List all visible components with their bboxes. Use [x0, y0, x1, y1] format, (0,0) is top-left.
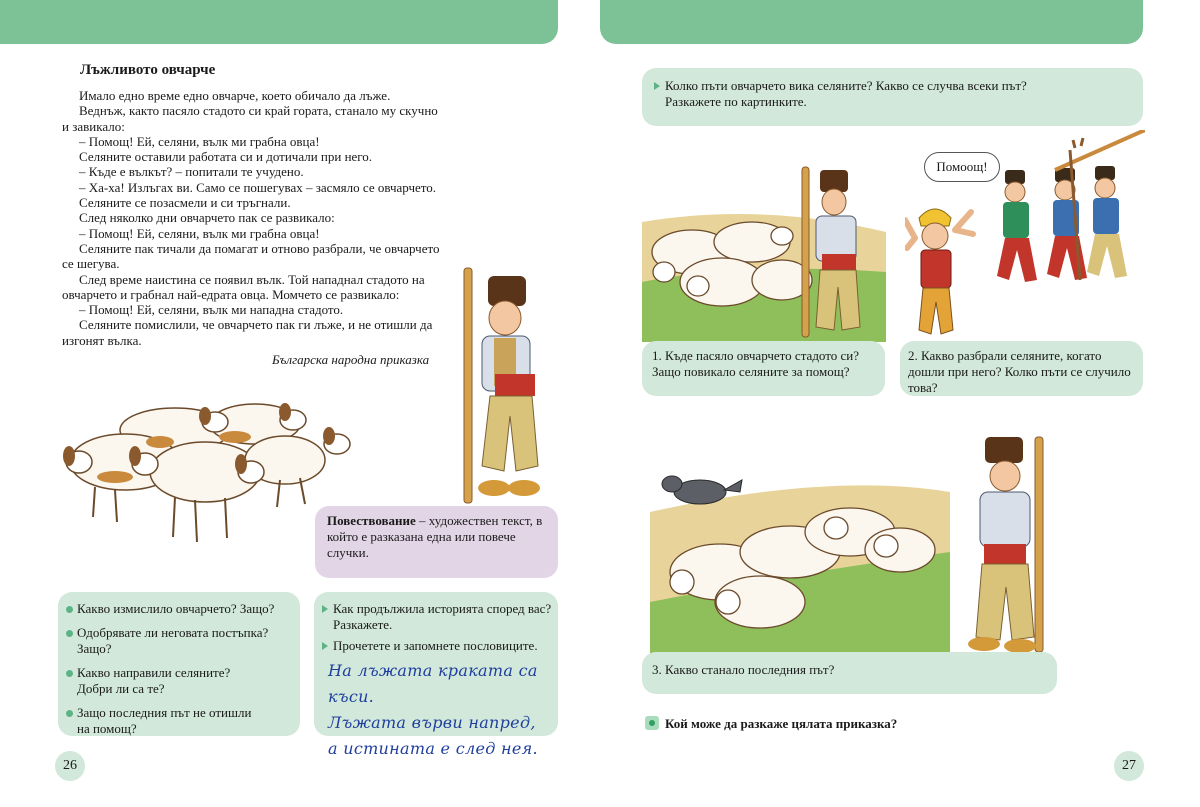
story-paragraph: – Ха-ха! Излъгах ви. Само се пошегувах – засмяло се овчарчето. [79, 179, 437, 195]
picture-question-box [642, 652, 1057, 694]
picture-question: 2. Какво разбрали селяните, когато дошли при него? Колко пъти се случило това? [908, 348, 1131, 395]
story-source: Българска народна приказка [272, 352, 430, 367]
story-paragraph: Селяните помислили, че овчарчето пак ги лъже, и не отишли да изгонят вълка. [62, 317, 433, 348]
story-paragraph: – Помощ! Ей, селяни, вълк ми нападна стадото. [79, 302, 344, 318]
story-title: Лъжливото овчарче [80, 62, 216, 78]
picture-question-box [642, 341, 885, 396]
page-number-left: 26 [55, 751, 85, 781]
proverbs-box [314, 592, 558, 758]
story-paragraph: След време наистина се появил вълк. Той нападнал стадото на овчарчето и грабнал най-едрата овца. Момчето се развикало: [62, 271, 425, 302]
definition-box [315, 506, 558, 578]
final-question-text: Кой може да разкаже цялата приказка? [665, 716, 898, 731]
picture-question: 1. Къде пасяло овчарчето стадото си? Защо повикало селяните за помощ? [652, 348, 860, 379]
task-item: Как продължила историята според вас? Разкажете. [322, 601, 552, 633]
definition-text: – художествен текст, в който е разказана една или повече случки. [327, 513, 543, 560]
story-paragraph: – Къде е вълкът? – попитали те учудено. [79, 164, 304, 180]
picture-question-box [900, 341, 1143, 396]
shepherd-boy-illustration [450, 266, 555, 512]
story-paragraph: След няколко дни овчарчето пак се развикало: [79, 210, 335, 226]
intro-line: Разкажете по картинките. [665, 94, 807, 109]
question-item: Одобрявате ли неговата постъпка? Защо? [66, 625, 292, 657]
question-item: Защо последния път не отишли на помощ? [66, 705, 256, 737]
story-paragraph: Веднъж, както пасяло стадото си край гората, станало му скучно и завикало: [62, 103, 438, 134]
question-item: Какво направили селяните? Добри ли са те? [66, 665, 236, 697]
page-number-right: 27 [1114, 751, 1144, 781]
intro-box [642, 68, 1143, 126]
task-item: Прочетете и запомнете пословиците. [322, 638, 550, 654]
intro-line: Колко пъти овчарчето вика селяните? Какво се случва всеки път? [654, 78, 1131, 94]
bullet-icon [645, 716, 659, 730]
final-question [645, 716, 897, 732]
story-paragraph: – Помощ! Ей, селяни, вълк ми грабна овца! [79, 225, 320, 241]
sheep-flock-illustration [55, 392, 355, 552]
question-item: Какво измислило овчарчето? Защо? [66, 601, 292, 617]
left-header-bar [0, 0, 558, 44]
proverb-line: На лъжата краката са къси. [328, 661, 538, 706]
story-paragraph: Селяните пак тичали да помагат и отново разбрали, че овчарчето се шегува. [62, 240, 440, 272]
story-paragraph: Селяните оставили работата си и дотичали при него. [79, 149, 373, 165]
story-paragraph: – Помощ! Ей, селяни, вълк ми грабна овца! [79, 133, 320, 149]
picture-wolf-attacks-flock [650, 432, 1075, 657]
story-paragraph: Селяните се позасмели и си тръгнали. [79, 195, 291, 211]
picture-shepherd-with-flock [642, 162, 886, 342]
proverb-line: а истината е след нея. [328, 739, 538, 758]
questions-box [58, 592, 300, 736]
story-paragraph: Имало едно време едно овчарче, което обичало да лъже. [79, 88, 391, 103]
definition-term: Повествование [327, 513, 416, 528]
proverb-line: Лъжата върви напред, [328, 713, 536, 732]
picture-question: 3. Какво станало последния път? [652, 662, 835, 677]
right-header-bar [600, 0, 1143, 44]
story-text [62, 88, 442, 348]
speech-bubble: Помоощ! [924, 152, 1000, 182]
